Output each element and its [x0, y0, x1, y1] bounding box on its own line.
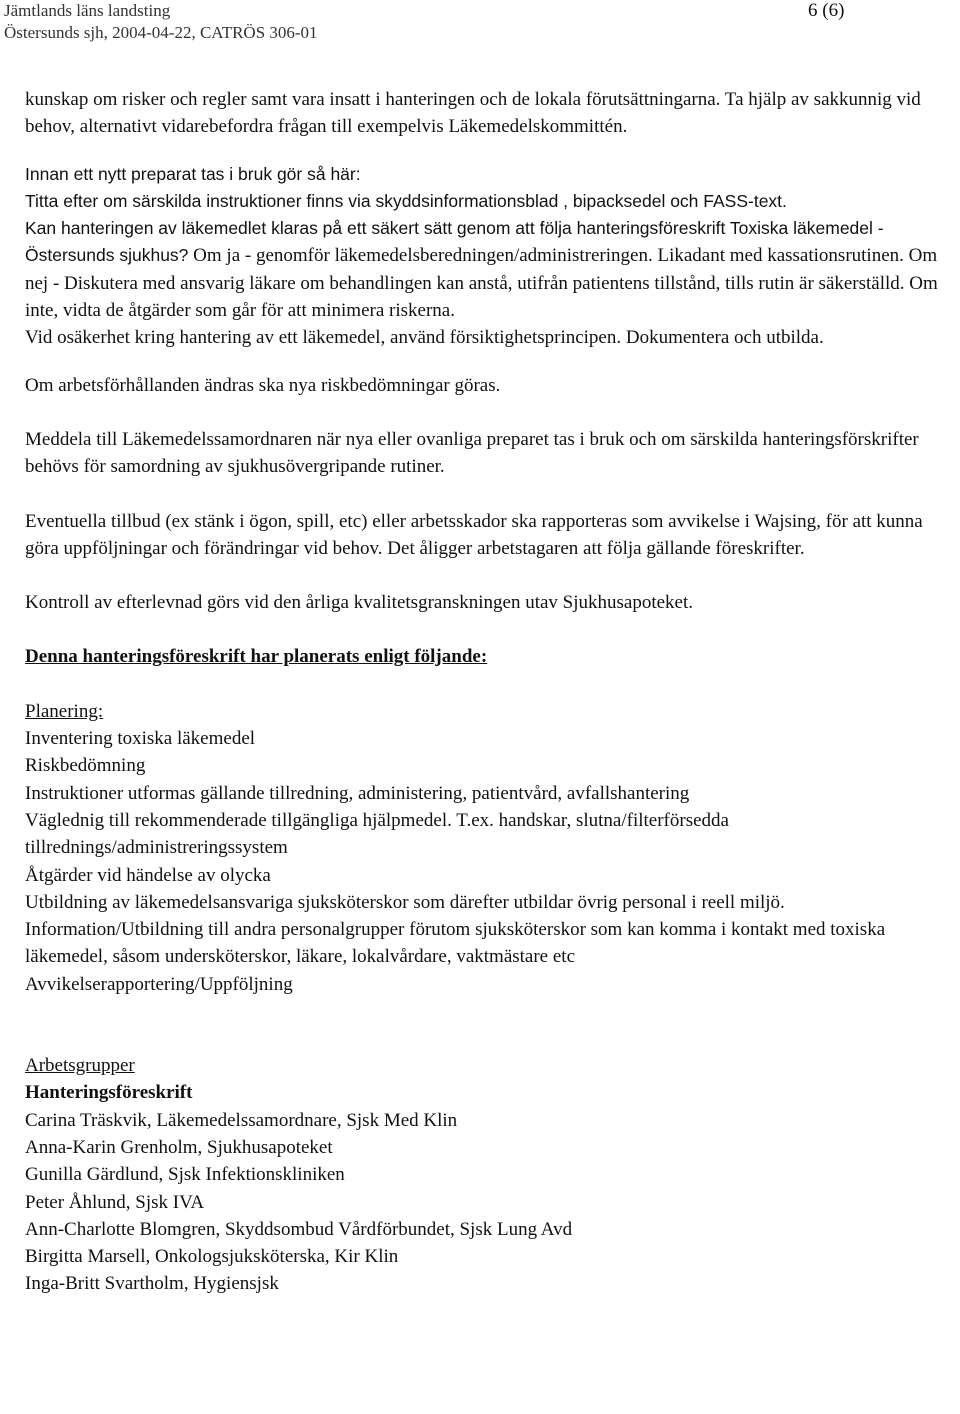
- procedure-answer-text: Om ja - genomför läkemedelsberedningen/administreringen. Likadant med kassationsrutinen. Om nej - Diskutera med ansvarig läkare om behandlingen kan anstå, utifrån patientens tillstånd, tills rutin är säkerställd. Om inte, vidta de åtgärder som går för att minimera riskerna.: [25, 245, 938, 322]
- working-group-member: Birgitta Marsell, Onkologsjuksköterska, Kir Klin: [25, 1246, 399, 1268]
- planering-item: Information/Utbildning till andra personalgrupper förutom sjuksköterskor som kan komma i kontakt med toxiska läkemedel, såsom undersköterskor, läkare, lokalvårdare, vaktmästare etc: [25, 919, 886, 968]
- planering-item: Åtgärder vid händelse av olycka: [25, 864, 271, 886]
- incident-reporting-paragraph: Eventuella tillbud (ex stänk i ögon, spill, etc) eller arbetsskador ska rapporteras som avvikelse i Wajsing, för att kunna göra uppföljningar och förändringar vid behov. Det åligger arbetstagaren att följa gällande föreskrifter.: [25, 510, 923, 559]
- arbetsgrupper-heading: Arbetsgrupper: [25, 1055, 135, 1077]
- uncertainty-paragraph: Vid osäkerhet kring hantering av ett läkemedel, använd försiktighetsprincipen. Dokumentera och utbilda.: [25, 327, 824, 349]
- header-page-number: 6 (6): [808, 0, 845, 21]
- working-group-member: Gunilla Gärdlund, Sjsk Infektionskliniken: [25, 1164, 345, 1186]
- document-body: [25, 86, 957, 1298]
- working-group-member: Ann-Charlotte Blomgren, Skyddsombud Vårdförbundet, Sjsk Lung Avd: [25, 1218, 573, 1240]
- working-group-member: Peter Åhlund, Sjsk IVA: [25, 1191, 205, 1213]
- instructions-procedure-paragraph: [25, 215, 957, 324]
- instructions-heading: Innan ett nytt preparat tas i bruk gör så här:: [25, 163, 361, 184]
- planering-item: Instruktioner utformas gällande tillredning, administering, patientvård, avfallshantering: [25, 782, 690, 804]
- header-organization: Jämtlands läns landsting: [4, 1, 171, 20]
- planering-item: Avvikelserapportering/Uppföljning: [25, 973, 293, 995]
- header-location-date-ref: Östersunds sjh, 2004-04-22, CATRÖS 306-01: [4, 23, 318, 42]
- notify-coordinator-paragraph: Meddela till Läkemedelssamordnaren när nya eller ovanliga preparet tas i bruk och om särskilda hanteringsförskrifter behövs för samordning av sjukhusövergripande rutiner.: [25, 428, 919, 478]
- planning-section-heading: Denna hanteringsföreskrift har planerats enligt följande:: [25, 646, 488, 668]
- instructions-check-line: Titta efter om särskilda instruktioner finns via skyddsinformationsblad , bipacksedel och FASS-text.: [25, 190, 787, 211]
- planering-item: Väglednig till rekommenderade tillgängliga hjälpmedel. T.ex. handskar, slutna/filterförsedda tillrednings/administreringssystem: [25, 809, 729, 859]
- procedure-question-text: Kan hanteringen av läkemedlet klaras på ett säkert sätt genom att följa hanteringsföreskrift Toxiska läkemedel - Östersunds sjukhus?: [25, 218, 884, 266]
- page-header-left: [4, 0, 318, 44]
- paragraph-continuation: kunskap om risker och regler samt vara insatt i hanteringen och de lokala förutsättningarna. Ta hjälp av sakkunnig vid behov, alternativt vidarebefordra frågan till exempelvis Läkemedelskommittén.: [25, 89, 921, 138]
- working-group-member: Carina Träskvik, Läkemedelssamordnare, Sjsk Med Klin: [25, 1109, 458, 1131]
- arbetsgrupper-subheading: Hanteringsföreskrift: [25, 1082, 193, 1104]
- working-group-member: Anna-Karin Grenholm, Sjukhusapoteket: [25, 1136, 333, 1158]
- planering-item: Riskbedömning: [25, 755, 146, 777]
- working-conditions-paragraph: Om arbetsförhållanden ändras ska nya riskbedömningar göras.: [25, 374, 501, 396]
- working-group-member: Inga-Britt Svartholm, Hygiensjsk: [25, 1273, 279, 1295]
- compliance-control-paragraph: Kontroll av efterlevnad görs vid den årliga kvalitetsgranskningen utav Sjukhusapoteket.: [25, 592, 693, 614]
- planering-item: Utbildning av läkemedelsansvariga sjuksköterskor som därefter utbildar övrig personal i reell miljö.: [25, 891, 785, 913]
- planering-heading: Planering:: [25, 700, 104, 722]
- planering-item: Inventering toxiska läkemedel: [25, 728, 256, 750]
